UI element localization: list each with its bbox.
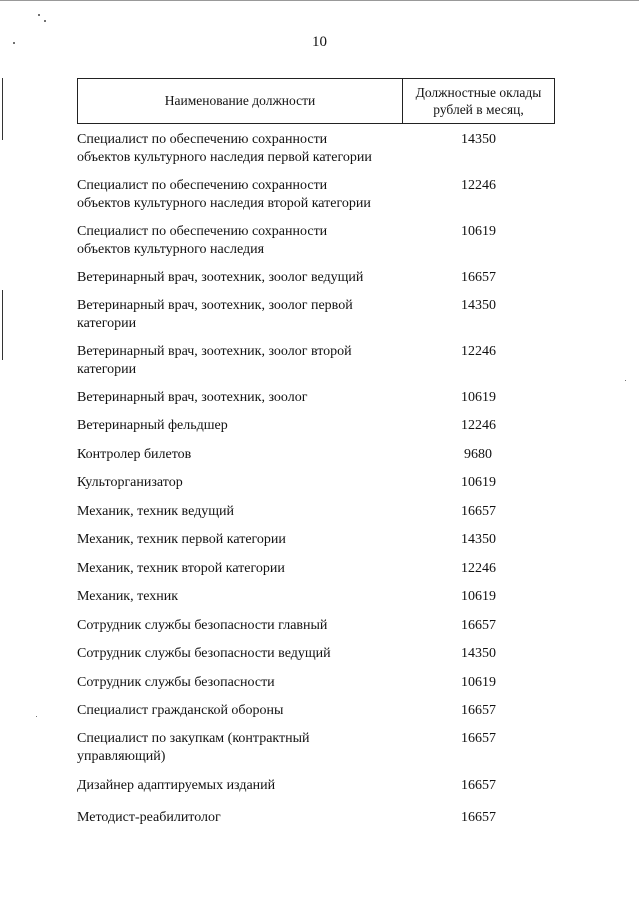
salary-value: 14350 <box>461 646 496 661</box>
table-row <box>77 617 555 635</box>
table-header <box>77 78 555 124</box>
position-name-line: Ветеринарный врач, зоотехник, зоолог <box>77 390 308 405</box>
page-number: 10 <box>312 34 327 50</box>
position-name-line: Механик, техник второй категории <box>77 561 285 576</box>
position-name <box>77 645 417 663</box>
position-name-line: Контролер билетов <box>77 447 192 462</box>
position-name <box>77 674 417 692</box>
position-name-line: объектов культурного наследия второй категории <box>77 195 371 211</box>
position-name <box>77 297 417 332</box>
salary-value: 12246 <box>461 561 496 576</box>
position-name-line: Механик, техник первой категории <box>77 532 286 547</box>
position-name-line: Механик, техник <box>77 589 179 604</box>
position-name <box>77 531 417 549</box>
position-name-line: Специалист гражданской обороны <box>77 703 284 718</box>
position-name <box>77 474 417 492</box>
scan-artifact-line <box>2 78 3 140</box>
salary-value: 16657 <box>461 810 496 825</box>
position-name-line: Ветеринарный фельдшер <box>77 418 228 433</box>
position-name-line: управляющий) <box>77 748 166 764</box>
scan-top-edge <box>0 0 639 1</box>
table-row <box>77 809 555 827</box>
table-row <box>77 269 555 287</box>
salary-value: 12246 <box>461 418 496 433</box>
table-row <box>77 674 555 692</box>
position-name-line: Культорганизатор <box>77 475 183 490</box>
position-name <box>77 809 417 827</box>
position-name <box>77 446 417 464</box>
position-name-line: объектов культурного наследия первой категории <box>77 149 372 165</box>
table-row <box>77 588 555 606</box>
position-name <box>77 343 417 378</box>
header-salary-line: Должностные оклады <box>415 85 542 100</box>
position-name-line: объектов культурного наследия <box>77 241 265 257</box>
scan-speck <box>625 380 626 381</box>
salary-value: 16657 <box>461 504 496 519</box>
position-name-line: Специалист по обеспечению сохранности <box>77 178 328 193</box>
salary-value: 16657 <box>461 731 496 746</box>
salary-value: 16657 <box>461 618 496 633</box>
position-name-line: Методист-реабилитолог <box>77 810 221 825</box>
salary-value: 10619 <box>461 475 496 490</box>
header-salary-line: рублей в месяц, <box>433 102 524 117</box>
salary-value: 10619 <box>461 224 496 239</box>
salary-value: 16657 <box>461 703 496 718</box>
position-name <box>77 588 417 606</box>
table-row <box>77 531 555 549</box>
scan-artifact-line <box>2 290 3 360</box>
table-row <box>77 503 555 521</box>
salary-value: 9680 <box>464 447 492 462</box>
salary-value: 12246 <box>461 344 496 359</box>
position-name-line: Механик, техник ведущий <box>77 504 234 519</box>
salary-value: 16657 <box>461 778 496 793</box>
position-name-line: Сотрудник службы безопасности <box>77 675 275 690</box>
table-row <box>77 131 555 166</box>
table-row <box>77 730 555 765</box>
position-name <box>77 702 417 720</box>
position-name-line: Специалист по обеспечению сохранности <box>77 224 328 239</box>
scan-speck <box>44 20 46 22</box>
salary-value: 14350 <box>461 532 496 547</box>
salary-value: 14350 <box>461 132 496 147</box>
salary-value: 12246 <box>461 178 496 193</box>
header-position-name: Наименование должности <box>78 79 403 123</box>
position-name <box>77 560 417 578</box>
table-row <box>77 474 555 492</box>
position-name <box>77 503 417 521</box>
position-name-line: Сотрудник службы безопасности главный <box>77 618 328 633</box>
position-name-line: категории <box>77 361 137 377</box>
header-salary <box>403 79 554 123</box>
salary-value: 16657 <box>461 270 496 285</box>
table-row <box>77 702 555 720</box>
table-row <box>77 177 555 212</box>
table-row <box>77 417 555 435</box>
position-name-line: Специалист по закупкам (контрактный <box>77 731 310 746</box>
position-name <box>77 177 417 212</box>
position-name <box>77 223 417 258</box>
table-row <box>77 297 555 332</box>
scan-speck <box>36 716 37 717</box>
position-name <box>77 417 417 435</box>
scan-speck <box>38 14 40 16</box>
table-row <box>77 446 555 464</box>
position-name-line: Специалист по обеспечению сохранности <box>77 132 328 147</box>
position-name-line: Ветеринарный врач, зоотехник, зоолог ведущий <box>77 270 364 285</box>
table-row <box>77 389 555 407</box>
salary-value: 10619 <box>461 390 496 405</box>
position-name <box>77 131 417 166</box>
salary-value: 10619 <box>461 675 496 690</box>
position-name <box>77 269 417 287</box>
table-row <box>77 560 555 578</box>
position-name-line: Дизайнер адаптируемых изданий <box>77 778 276 793</box>
table-row <box>77 343 555 378</box>
table-row <box>77 223 555 258</box>
position-name-line: Ветеринарный врач, зоотехник, зоолог первой <box>77 298 353 313</box>
position-name-line: категории <box>77 315 137 331</box>
position-name <box>77 730 417 765</box>
table-row <box>77 777 555 795</box>
salary-value: 10619 <box>461 589 496 604</box>
position-name-line: Ветеринарный врач, зоотехник, зоолог второй <box>77 344 352 359</box>
salary-value: 14350 <box>461 298 496 313</box>
position-name <box>77 777 417 795</box>
position-name <box>77 389 417 407</box>
position-name-line: Сотрудник службы безопасности ведущий <box>77 646 331 661</box>
position-name <box>77 617 417 635</box>
table-row <box>77 645 555 663</box>
